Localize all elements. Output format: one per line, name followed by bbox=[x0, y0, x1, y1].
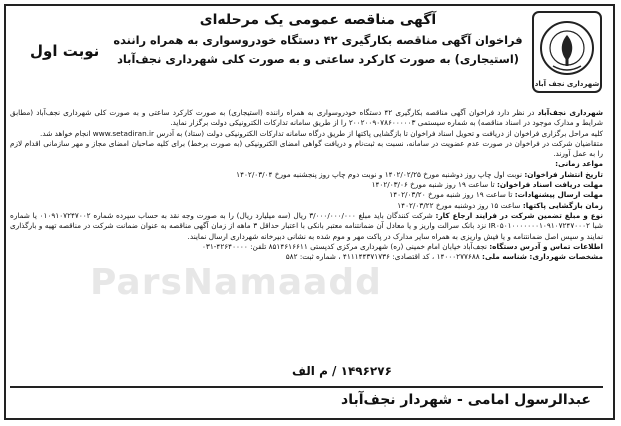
docs-label: مهلت دریافت اسناد فراخوان: bbox=[496, 180, 603, 190]
svg-text:شهرداری نجف آباد: شهرداری نجف آباد bbox=[534, 80, 600, 88]
ad-body bbox=[10, 108, 603, 262]
mayor-signature: عبدالرسول امامی - شهردار نجف‌آباد bbox=[341, 392, 591, 408]
ad-title-block bbox=[108, 12, 528, 67]
id-row bbox=[10, 252, 603, 262]
ad-code: ۱۴۹۶۲۷۶ / م الف bbox=[292, 364, 392, 378]
municipality-emblem-icon bbox=[531, 10, 603, 94]
registration-paragraph: متقاضیان شرکت در فراخوان در صورت عدم عضویت در سامانه، نسبت به ثبت‌نام و دریافت گواهی امضای الکترونیکی (به صورت برخط) برای کلیه صاحبان امضای مجاز و مهر سازمانی اقدام لازم را به عمل آورند. bbox=[10, 138, 603, 159]
contact-text: نجف‌آباد خیابان امام خمینی (ره) شهرداری مرکزی کدپستی ۸۵۱۴۶۱۶۶۱۱ تلفن: ۴۲۶۴۰۰۰۰-۰۳۱ bbox=[202, 241, 490, 251]
signature-bar bbox=[10, 364, 603, 416]
guarantee-row bbox=[10, 211, 603, 242]
opening-text: ساعت ۱۵ روز دوشنبه مورخ ۱۴۰۲/۰۳/۲۲ bbox=[397, 200, 523, 210]
intro-text: در نظر دارد فراخوان آگهی مناقصه بکارگیری ۴۲ دستگاه خودروسواری به همراه راننده (استیجاری) به صورت کارکرد ساعتی و به صورت کلی شهرداری نجف‌آباد (مطابق شرایط و مدارک موجود در اسناد مناقصه) به شماره سیستمی ۲۰۰۲۰۰۹۰۷۸۶۰۰۰۰۰۳ را از طریق سامانه تدارکات الکترونیکی دولت برگزار نماید. bbox=[10, 108, 603, 128]
id-text: ۱۴۰۰۰۲۷۷۶۸۸ ، کد اقتصادی: ۴۱۱۱۴۴۳۷۱۷۳۶ ، شماره ثبت: ۵۸۲ bbox=[285, 252, 483, 262]
docs-text: تا ساعت ۱۹ روز شنبه مورخ ۱۴۰۲/۰۳/۰۶ bbox=[371, 180, 497, 190]
ad-subtitle-line1: فراخوان آگهی مناقصه بکارگیری ۴۲ دستگاه خودروسواری به همراه راننده bbox=[113, 33, 523, 47]
submit-text: تا ساعت ۱۹ روز شنبه مورخ ۱۴۰۲/۰۳/۲۰ bbox=[389, 190, 515, 200]
guarantee-label: نوع و مبلغ تضمین شرکت در فرایند ارجاع کار: bbox=[435, 210, 604, 220]
intro-label: شهرداری نجف‌آباد bbox=[537, 108, 603, 117]
opening-time-row bbox=[10, 201, 603, 211]
contact-label: اطلاعات تماس و آدرس دستگاه: bbox=[489, 241, 603, 251]
intro-paragraph bbox=[10, 108, 603, 129]
dates-heading: مواعد زمانی: bbox=[555, 159, 603, 169]
publish-text: نوبت اول چاپ روز دوشنبه مورخ ۱۴۰۲/۰۲/۲۵ و نوبت دوم چاپ روز پنجشنبه مورخ ۱۴۰۲/۰۳/۰۴ bbox=[236, 169, 525, 179]
docs-deadline-row bbox=[10, 180, 603, 190]
submit-deadline-row bbox=[10, 190, 603, 200]
contact-row bbox=[10, 242, 603, 252]
watermark: ParsNamaadd bbox=[90, 262, 382, 303]
ad-title: آگهی مناقصه عمومی یک مرحله‌ای bbox=[199, 12, 437, 28]
procedure-paragraph: کلیه مراحل برگزاری فراخوان از دریافت و تحویل اسناد فراخوان تا بازگشایی پاکتها از طریق درگاه سامانه تدارکات الکترونیکی دولت (ستاد) به آدرس www.setadiran.ir انجام خواهد شد. bbox=[40, 128, 603, 138]
ad-subtitle-line2: (استیجاری) به صورت کارکرد ساعتی و به صورت کلی شهرداری نجف‌آباد bbox=[117, 52, 519, 67]
round-label: نوبت اول bbox=[30, 42, 100, 60]
guarantee-text: شرکت کنندگان باید مبلغ ۳/۰۰۰/۰۰۰/۰۰۰ ریال (سه میلیارد ریال) را به صورت وجه نقد به حساب سپرده شماره ۰۱۰۹۱۰۷۲۴۷۰۰۲ یا شماره شبا IR۰۵۰۱۰۰۰۰۰۰۰۱۰۹۱۰۷۲۴۷۰۰۰۲ نزد بانک سرالت واریز و یا معادل آن ضمانتنامه معتبر بانکی با اعتبار حداقل ۳ ماهه از زمان آگهی مناقصه به عنوان ضمانت شرکت در مناقصه تهیه و بارگذاری نمایند و سپس اصل ضمانتنامه و یا فیش واریزی به همراه سایر مدارک در پاکت مهر و موم شده به نشانی دبیرخانه شهرداری ارسال نمایند. bbox=[10, 210, 604, 241]
submit-label: مهلت ارسال پیشنهادات: bbox=[514, 190, 603, 200]
publish-date-row bbox=[10, 170, 603, 180]
publish-label: تاریخ انتشار فراخوان: bbox=[524, 169, 603, 179]
opening-label: زمان بازگشایی پاکتها: bbox=[522, 200, 603, 210]
id-label: مشخصات شهرداری: شناسه ملی: bbox=[482, 252, 603, 262]
